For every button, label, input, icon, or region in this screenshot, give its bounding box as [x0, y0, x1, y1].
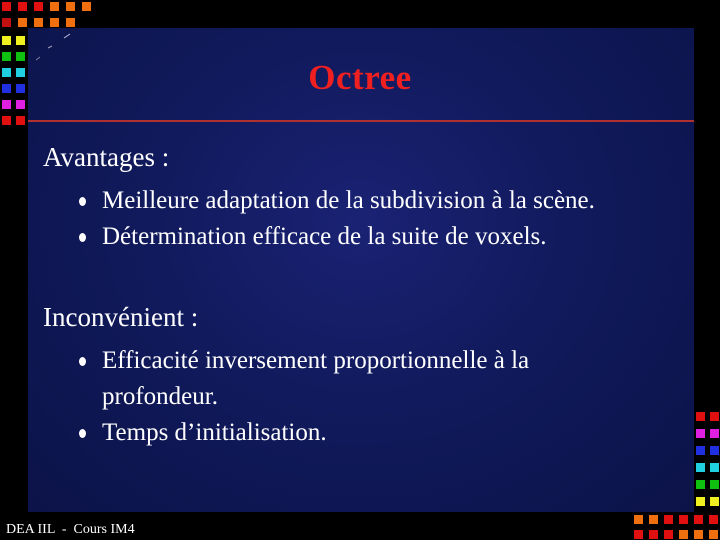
decor-square — [34, 2, 43, 11]
list-item — [78, 219, 678, 255]
decor-square — [16, 84, 25, 93]
decor-square — [710, 480, 719, 489]
decor-square — [2, 68, 11, 77]
decor-square — [679, 530, 688, 539]
section-heading-advantages: Avantages : — [43, 142, 170, 172]
title-underline — [28, 120, 694, 122]
decor-square — [82, 2, 91, 11]
decor-square — [2, 36, 11, 45]
section-heading-drawback: Inconvénient : — [43, 302, 199, 332]
decor-square — [710, 463, 719, 472]
decor-square — [34, 18, 43, 27]
bullet-icon — [79, 429, 86, 438]
decor-square — [696, 497, 705, 506]
decor-square — [2, 52, 11, 61]
decor-square — [710, 412, 719, 421]
decor-square — [710, 497, 719, 506]
decor-square — [66, 18, 75, 27]
slide-footer: DEA IIL - Cours IM4 — [6, 522, 135, 537]
decor-square — [50, 2, 59, 11]
decor-square — [18, 2, 27, 11]
decor-square — [664, 515, 673, 524]
bullet-icon — [79, 233, 86, 242]
bullet-text: Temps d’initialisation. — [102, 419, 327, 446]
decor-square — [2, 18, 11, 27]
bullet-text: Détermination efficace de la suite de voxels. — [102, 223, 547, 250]
decor-square — [710, 446, 719, 455]
decor-square — [2, 100, 11, 109]
bullet-text: Meilleure adaptation de la subdivision à la scène. — [102, 187, 595, 214]
list-item — [78, 415, 598, 451]
decor-square — [16, 68, 25, 77]
bullet-icon — [79, 357, 86, 366]
decor-square — [2, 116, 11, 125]
decor-square — [50, 18, 59, 27]
decor-square — [679, 515, 688, 524]
decor-square — [634, 515, 643, 524]
decor-square — [649, 530, 658, 539]
decor-square — [694, 530, 703, 539]
decor-square — [16, 100, 25, 109]
decor-square — [694, 515, 703, 524]
decor-square — [696, 446, 705, 455]
decor-square — [696, 463, 705, 472]
slide-title: Octree — [308, 58, 412, 97]
decor-square — [696, 412, 705, 421]
decor-square — [696, 429, 705, 438]
decor-square — [664, 530, 673, 539]
list-item — [78, 183, 678, 219]
decor-square — [66, 2, 75, 11]
decor-square — [2, 2, 11, 11]
drawback-list — [78, 343, 598, 451]
decor-square — [16, 52, 25, 61]
decor-square — [634, 530, 643, 539]
decor-square — [710, 429, 719, 438]
decor-square — [18, 18, 27, 27]
advantages-list — [78, 183, 678, 255]
decor-square — [16, 36, 25, 45]
decor-square — [649, 515, 658, 524]
decor-square — [2, 84, 11, 93]
bullet-text: Efficacité inversement proportionnelle à la profondeur. — [102, 347, 530, 410]
bullet-icon — [79, 197, 86, 206]
decor-square — [709, 515, 718, 524]
decor-square — [696, 480, 705, 489]
list-item — [78, 343, 598, 415]
decor-square — [709, 530, 718, 539]
decor-square — [16, 116, 25, 125]
